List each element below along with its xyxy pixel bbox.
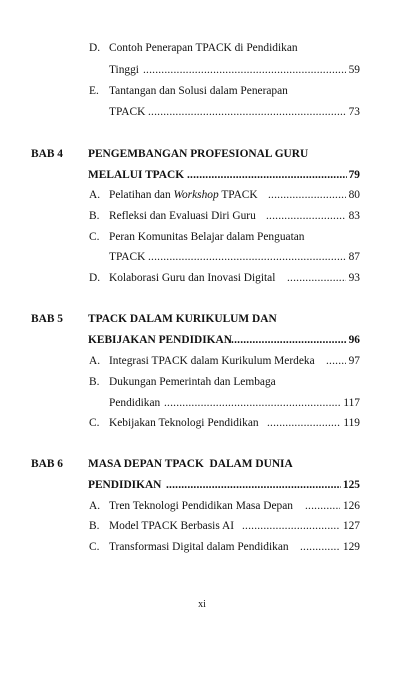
page-number: 59 [348,64,360,76]
entry-title: Tantangan dan Solusi dalam Penerapan [109,85,288,97]
entry-letter: B. [89,210,100,222]
leader-dots [143,64,346,80]
chapter-label: BAB 6 [31,458,63,470]
entry-letter: B. [89,520,100,532]
entry-title: Model TPACK Berbasis AI [109,520,234,532]
entry-title-cont: TPACK [109,106,146,118]
page-number: 127 [342,520,360,532]
toc-entry[interactable] [0,541,404,557]
page-number: 96 [348,334,360,346]
page-number: 73 [348,106,360,118]
entry-letter: A. [89,500,101,512]
page-number: 87 [348,251,360,263]
toc-entry[interactable] [0,417,404,433]
toc-entry[interactable] [0,355,404,371]
entry-title: Contoh Penerapan TPACK di Pendidikan [109,42,298,54]
entry-letter: A. [89,189,101,201]
entry-title: Integrasi TPACK dalam Kurikulum Merdeka [109,355,315,367]
page-number: 119 [343,417,360,429]
entry-title: Tren Teknologi Pendidikan Masa Depan [109,500,293,512]
page-number: 97 [348,355,360,367]
chapter-title: TPACK DALAM KURIKULUM DAN [88,313,277,325]
leader-dots [228,334,347,350]
entry-letter: E. [89,85,99,97]
entry-title-cont: TPACK [109,251,146,263]
leader-dots [300,541,340,557]
entry-title: Kebijakan Teknologi Pendidikan [109,417,259,429]
leader-dots [326,355,346,371]
leader-dots [305,500,340,516]
chapter-title-cont: KEBIJAKAN PENDIDIKAN [88,334,232,346]
entry-letter: C. [89,231,100,243]
page-number: 126 [342,500,360,512]
leader-dots [268,189,346,205]
entry-title: Refleksi dan Evaluasi Diri Guru [109,210,256,222]
entry-letter: D. [89,42,101,54]
chapter-title-cont: MELALUI TPACK [88,169,185,181]
leader-dots [267,417,340,433]
toc-entry[interactable] [0,500,404,516]
entry-letter: C. [89,417,100,429]
chapter-title: PENGEMBANGAN PROFESIONAL GURU [88,148,309,160]
chapter-label: BAB 4 [31,148,63,160]
page-number: 80 [348,189,360,201]
page-number: 129 [342,541,360,553]
chapter-title-cont: PENDIDIKAN [88,479,162,491]
toc-entry[interactable] [0,272,404,288]
entry-title: Kolaborasi Guru dan Inovasi Digital [109,272,276,284]
chapter-title: MASA DEPAN TPACK DALAM DUNIA [88,458,293,470]
entry-title: Peran Komunitas Belajar dalam Penguatan [109,231,305,243]
entry-title: Dukungan Pemerintah dan Lembaga [109,376,276,388]
leader-dots [148,106,346,122]
entry-letter: C. [89,541,100,553]
leader-dots [187,169,347,185]
leader-dots [164,397,340,413]
leader-dots [266,210,346,226]
entry-letter: D. [89,272,101,284]
toc-entry[interactable] [0,210,404,226]
leader-dots [166,479,341,495]
entry-title: Pelatihan dan Workshop TPACK [109,189,258,201]
toc-entry[interactable] [0,189,404,205]
leader-dots [287,272,346,288]
entry-title: Transformasi Digital dalam Pendidikan [109,541,289,553]
leader-dots [148,251,346,267]
page-footer-number: xi [198,599,206,610]
entry-letter: B. [89,376,100,388]
page-number: 93 [348,272,360,284]
toc-entry[interactable] [0,520,404,536]
page-number: 125 [342,479,360,491]
page-number: 117 [343,397,360,409]
entry-title-cont: Pendidikan [109,397,161,409]
entry-title-cont: Tinggi [109,64,139,76]
page-number: 83 [348,210,360,222]
page-number: 79 [348,169,360,181]
chapter-label: BAB 5 [31,313,63,325]
leader-dots [242,520,340,536]
entry-letter: A. [89,355,101,367]
